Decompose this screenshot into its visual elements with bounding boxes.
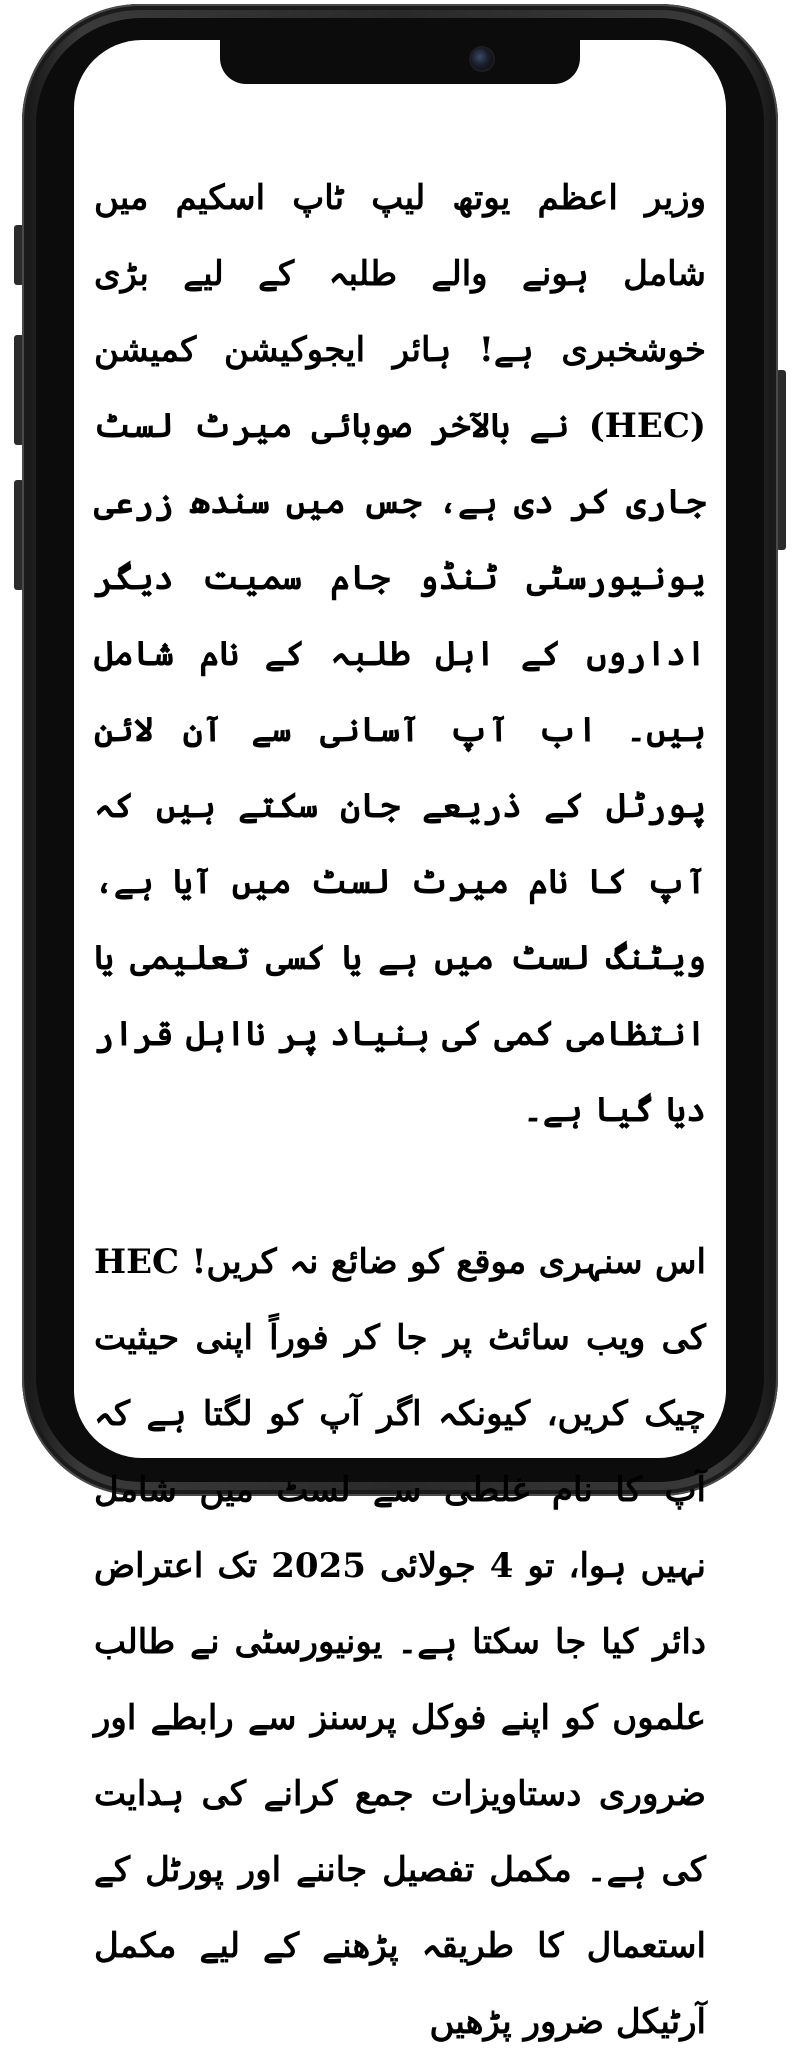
article-paragraph-1: وزیر اعظم یوتھ لیپ ٹاپ اسکیم میں شامل ہونے والے طلبہ کے لیے بڑی خوشخبری ہے! ہائر ایجوکیشن کمیشن (HEC) نے بالآخر صوبائی میرٹ لسٹ جاری کر دی ہے، جس میں سندھ زرعی یونیورسٹی ٹنڈو جام سمیت دیگر اداروں کے اہل طلبہ کے نام شامل ہیں۔ اب آپ آسانی سے آن لائن پورٹل کے ذریعے جان سکتے ہیں کہ آپ کا نام میرٹ لسٹ میں آیا ہے، ویٹنگ لسٹ میں ہے یا کسی تعلیمی یا انتظامی کمی کی بنیاد پر نااہل قرار دیا گیا ہے۔ (94, 178, 706, 1130)
front-camera-icon (471, 48, 493, 70)
notch (220, 40, 580, 84)
phone-screen (74, 40, 726, 2042)
article-paragraph-2: اس سنہری موقع کو ضائع نہ کریں! HEC کی ویب سائٹ پر جا کر فوراً اپنی حیثیت چیک کریں، کیونکہ اگر آپ کو لگتا ہے کہ آپ کا نام غلطی سے لسٹ میں شامل نہیں ہوا، تو 4 جولائی 2025 تک اعتراض دائر کیا جا سکتا ہے۔ یونیورسٹی نے طالب علموں کو اپنے فوکل پرسنز سے رابطے اور ضروری دستاویزات جمع کرانے کی ہدایت کی ہے۔ مکمل تفصیل جاننے اور پورٹل کے استعمال کا طریقہ پڑھنے کے لیے مکمل آرٹیکل ضرور پڑھیں (94, 1242, 706, 2042)
article-body (74, 160, 726, 2060)
